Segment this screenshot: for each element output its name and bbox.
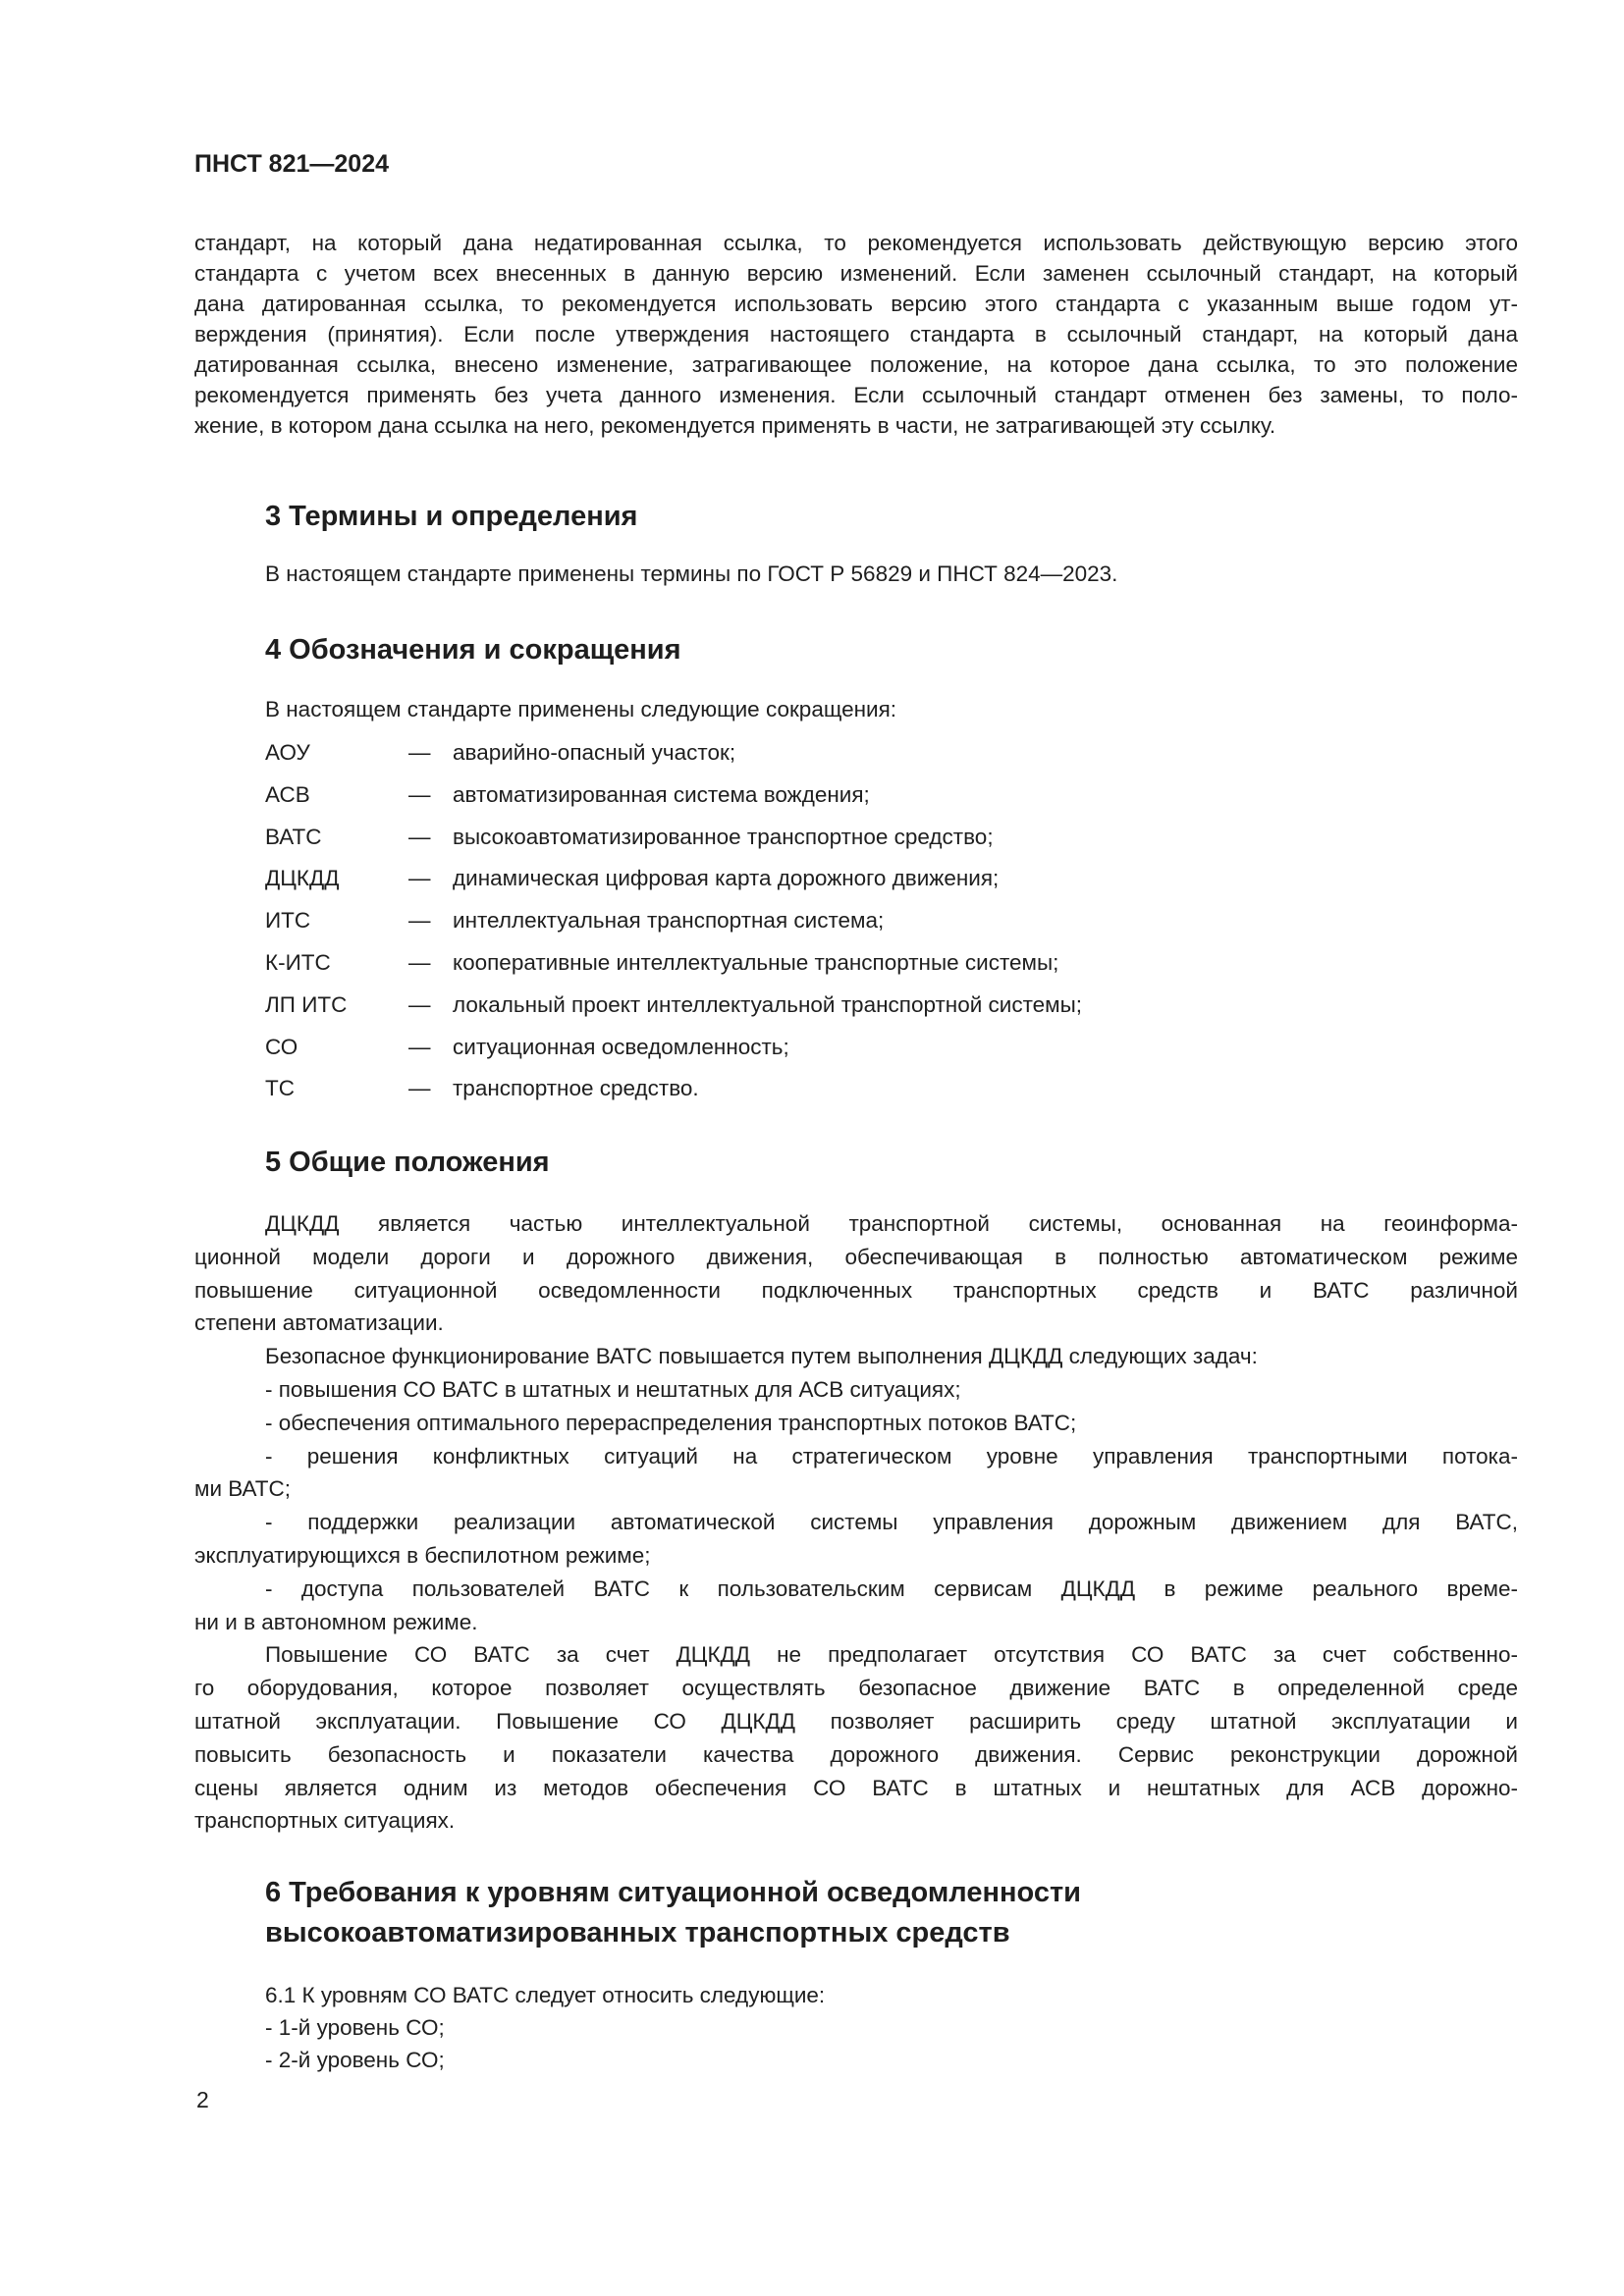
- section-3-text: В настоящем стандарте применены термины по ГОСТ Р 56829 и ПНСТ 824—2023.: [265, 561, 1118, 586]
- dash: —: [408, 1076, 431, 1101]
- abbreviation: ТС: [265, 1076, 295, 1101]
- abbreviation-item: [265, 774, 1542, 816]
- text-line: степени автоматизации.: [194, 1310, 444, 1336]
- abbreviation-item: [265, 1067, 1542, 1109]
- section-6-1-line-1: 6.1 К уровням СО ВАТС следует относить следующие:: [265, 1983, 826, 2007]
- text-line: ДЦКДД является частью интеллектуальной транспортной системы, основанная на геоинформа-: [265, 1211, 1518, 1236]
- dash: —: [408, 908, 431, 934]
- text-line: Повышение СО ВАТС за счет ДЦКДД не предполагает отсутствия СО ВАТС за счет собственно-: [265, 1642, 1518, 1668]
- dash: —: [408, 781, 431, 807]
- text-line: датированная ссылка, внесено изменение, затрагивающее положение, на которое дана ссылка, то это положение: [194, 352, 1518, 377]
- text-line: ми ВАТС;: [194, 1476, 292, 1502]
- abbreviation: АОУ: [265, 740, 310, 765]
- page-number: 2: [196, 2087, 209, 2112]
- text-line: - поддержки реализации автоматической системы управления дорожным движением для ВАТС,: [265, 1510, 1518, 1535]
- text-line: го оборудования, которое позволяет осуществлять безопасное движение ВАТС в определенной среде: [194, 1676, 1518, 1701]
- dash: —: [408, 1034, 431, 1059]
- text-line: ционной модели дороги и дорожного движения, обеспечивающая в полностью автоматическом режиме: [194, 1244, 1518, 1269]
- text-line: сцены является одним из методов обеспечения СО ВАТС в штатных и нештатных для АСВ дорожно-: [194, 1775, 1518, 1800]
- abbreviation-item: [265, 941, 1542, 984]
- text-line: Безопасное функционирование ВАТС повышается путем выполнения ДЦКДД следующих задач:: [265, 1344, 1258, 1369]
- text-line: рекомендуется применять без учета данного изменения. Если ссылочный стандарт отменен без замены, то поло-: [194, 383, 1518, 407]
- section-6-1-line-3: - 2-й уровень СО;: [265, 2048, 445, 2072]
- text-line: дана датированная ссылка, то рекомендуется использовать версию этого стандарта с указанным выше годом ут-: [194, 292, 1518, 316]
- abbreviation: АСВ: [265, 781, 310, 807]
- section-5-title: 5 Общие положения: [265, 1147, 550, 1178]
- abbreviation: ЛП ИТС: [265, 991, 348, 1017]
- abbreviation: ВАТС: [265, 824, 322, 849]
- abbreviation-item: [265, 984, 1542, 1026]
- section-6-title-line-2: высокоавтоматизированных транспортных средств: [265, 1917, 1010, 1949]
- text-line: транспортных ситуациях.: [194, 1808, 456, 1834]
- abbreviation: К-ИТС: [265, 950, 331, 975]
- dash: —: [408, 740, 431, 765]
- abbreviation-definition: высокоавтоматизированное транспортное средство;: [453, 824, 994, 849]
- dash: —: [408, 866, 431, 891]
- text-line: стандарта с учетом всех внесенных в данную версию изменений. Если заменен ссылочный стандарт, на который: [194, 261, 1518, 286]
- abbreviation: СО: [265, 1034, 298, 1059]
- abbreviation-definition: интеллектуальная транспортная система;: [453, 908, 885, 934]
- abbreviation-definition: локальный проект интеллектуальной транспортной системы;: [453, 991, 1083, 1017]
- abbreviation-item: [265, 857, 1542, 899]
- text-line: - обеспечения оптимального перераспределения транспортных потоков ВАТС;: [265, 1410, 1077, 1435]
- section-4-intro: В настоящем стандарте применены следующие сокращения:: [265, 697, 897, 721]
- text-line: - повышения СО ВАТС в штатных и нештатных для АСВ ситуациях;: [265, 1376, 961, 1402]
- text-line: жение, в котором дана ссылка на него, рекомендуется применять в части, не затрагивающей эту ссылку.: [194, 413, 1276, 438]
- intro-paragraph: [194, 228, 1518, 441]
- text-line: повышение ситуационной осведомленности подключенных транспортных средств и ВАТС различной: [194, 1277, 1518, 1303]
- text-line: - доступа пользователей ВАТС к пользовательским сервисам ДЦКДД в режиме реального време-: [265, 1575, 1518, 1601]
- section-3-title: 3 Термины и определения: [265, 501, 638, 532]
- document-header: ПНСТ 821—2024: [194, 150, 389, 178]
- abbreviation-definition: динамическая цифровая карта дорожного движения;: [453, 866, 1000, 891]
- abbreviation: ДЦКДД: [265, 866, 340, 891]
- abbreviation-definition: кооперативные интеллектуальные транспортные системы;: [453, 950, 1059, 975]
- section-4-title: 4 Обозначения и сокращения: [265, 634, 681, 666]
- abbreviation-item: [265, 816, 1542, 858]
- section-6-title-line-1: 6 Требования к уровням ситуационной осведомленности: [265, 1877, 1081, 1908]
- text-line: штатной эксплуатации. Повышение СО ДЦКДД позволяет расширить среду штатной эксплуатации и: [194, 1708, 1518, 1734]
- section-5-body: [194, 1207, 1518, 1838]
- text-line: повысить безопасность и показатели качества дорожного движения. Сервис реконструкции дорожной: [194, 1741, 1518, 1767]
- text-line: эксплуатирующихся в беспилотном режиме;: [194, 1542, 651, 1568]
- text-line: стандарт, на который дана недатированная ссылка, то рекомендуется использовать действующую версию этого: [194, 231, 1518, 255]
- text-line: - решения конфликтных ситуаций на стратегическом уровне управления транспортными потока-: [265, 1443, 1518, 1468]
- text-line: ни и в автономном режиме.: [194, 1609, 478, 1634]
- section-6-1-line-2: - 1-й уровень СО;: [265, 2015, 445, 2040]
- dash: —: [408, 950, 431, 975]
- abbreviation-definition: аварийно-опасный участок;: [453, 740, 736, 765]
- dash: —: [408, 991, 431, 1017]
- abbreviation-definition: автоматизированная система вождения;: [453, 781, 870, 807]
- abbreviation-definition: ситуационная осведомленность;: [453, 1034, 789, 1059]
- abbreviation: ИТС: [265, 908, 311, 934]
- dash: —: [408, 824, 431, 849]
- abbreviation-definition: транспортное средство.: [453, 1076, 699, 1101]
- text-line: верждения (принятия). Если после утверждения настоящего стандарта в ссылочный стандарт, на который дана: [194, 322, 1518, 347]
- abbreviation-item: [265, 1026, 1542, 1068]
- abbreviation-item: [265, 899, 1542, 941]
- abbreviation-item: [265, 731, 1542, 774]
